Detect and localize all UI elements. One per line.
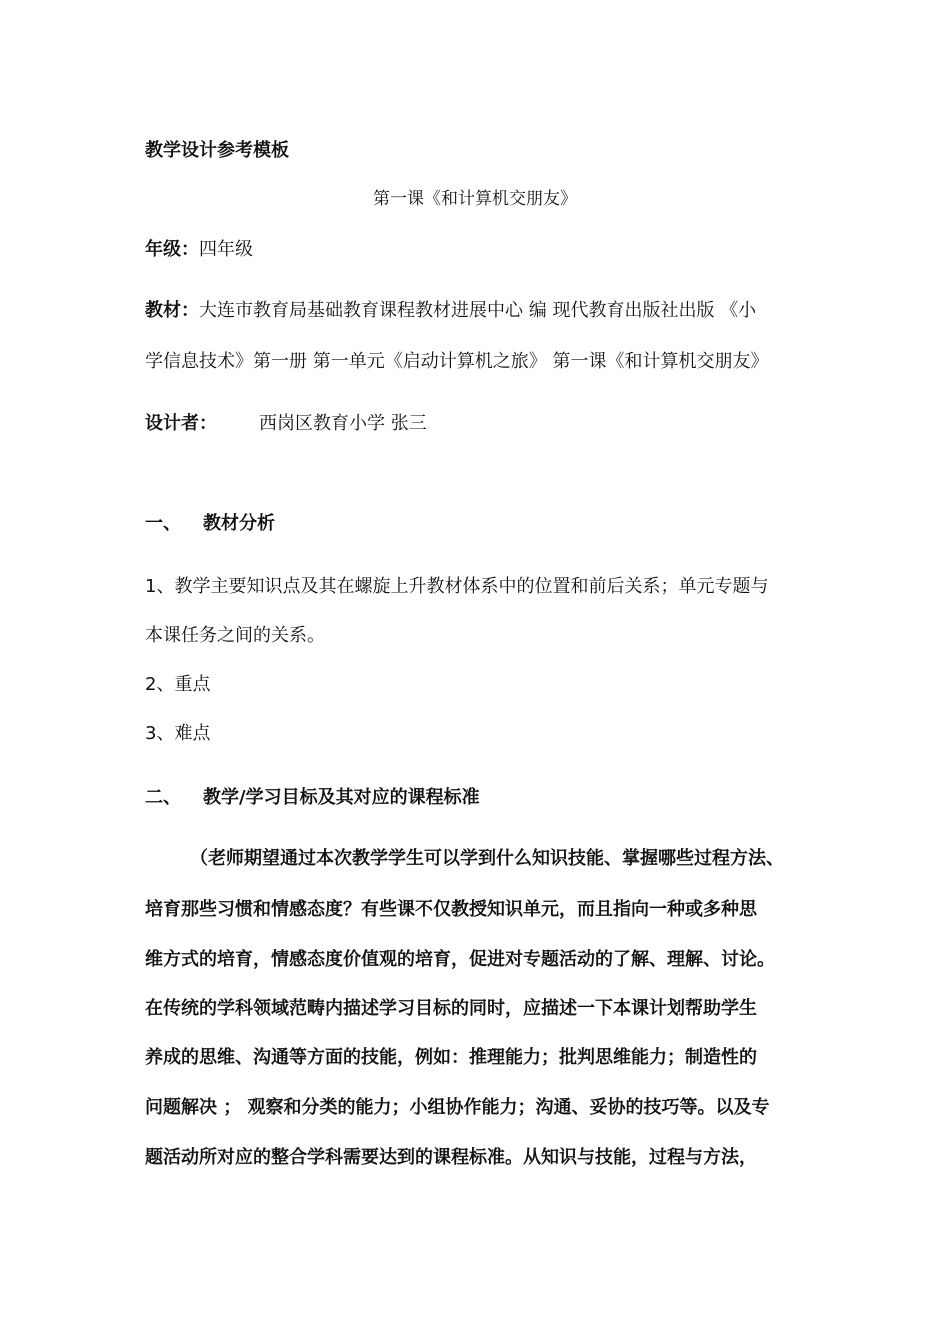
section-1-item-3: 3、难点 xyxy=(145,723,211,744)
section-1-heading xyxy=(145,512,275,536)
section-2-para-line-7: 题活动所对应的整合学科需要达到的课程标准。从知识与技能，过程与方法， xyxy=(145,1147,757,1168)
material-line-1 xyxy=(145,299,756,323)
grade-label: 年级： xyxy=(145,239,199,260)
grade-value: 四年级 xyxy=(199,239,253,260)
section-2-para-line-1: （老师期望通过本次教学学生可以学到什么知识技能、掌握哪些过程方法、 xyxy=(190,848,784,869)
section-2-para-line-3: 维方式的培育，情感态度价值观的培育，促进对专题活动的了解、理解、讨论。 xyxy=(145,949,775,970)
section-1-item-2: 2、重点 xyxy=(145,674,211,695)
material-line-2: 学信息技术》第一册 第一单元《启动计算机之旅》 第一课《和计算机交朋友》 xyxy=(145,351,769,372)
section-1-number: 一、 xyxy=(145,513,181,534)
section-1-title: 教材分析 xyxy=(203,513,275,534)
grade-line xyxy=(145,238,253,262)
section-2-para-line-2: 培育那些习惯和情感态度？有些课不仅教授知识单元，而且指向一种或多种思 xyxy=(145,899,757,920)
designer-line xyxy=(145,412,427,436)
section-1-item-1-line-1: 1、教学主要知识点及其在螺旋上升教材体系中的位置和前后关系；单元专题与 xyxy=(145,576,769,597)
section-2-title: 教学/学习目标及其对应的课程标准 xyxy=(203,787,480,808)
template-title: 教学设计参考模板 xyxy=(145,140,289,161)
material-text-1: 大连市教育局基础教育课程教材进展中心 编 现代教育出版社出版 《小 xyxy=(199,300,757,321)
designer-label: 设计者： xyxy=(145,413,217,434)
section-2-para-line-4: 在传统的学科领域范畴内描述学习目标的同时，应描述一下本课计划帮助学生 xyxy=(145,998,757,1019)
section-2-para-line-5: 养成的思维、沟通等方面的技能，例如：推理能力；批判思维能力；制造性的 xyxy=(145,1047,757,1068)
designer-value: 西岗区教育小学 张三 xyxy=(259,413,427,434)
section-2-number: 二、 xyxy=(145,787,181,808)
material-label: 教材： xyxy=(145,300,199,321)
section-2-para-line-6: 问题解决 ； 观察和分类的能力；小组协作能力；沟通、妥协的技巧等。以及专 xyxy=(145,1097,770,1118)
section-2-heading xyxy=(145,786,480,810)
lesson-title: 第一课《和计算机交朋友》 xyxy=(373,189,577,209)
section-1-item-1-line-2: 本课任务之间的关系。 xyxy=(145,625,325,646)
